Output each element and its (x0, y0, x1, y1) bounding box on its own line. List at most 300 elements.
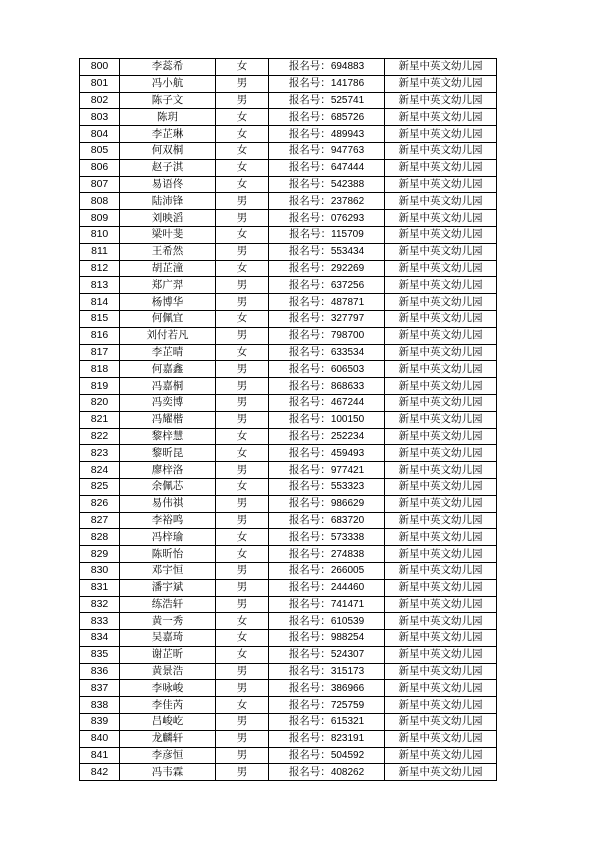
student-name: 潘宇斌 (120, 579, 216, 596)
registration-cell (269, 663, 385, 680)
registration-cell (269, 462, 385, 479)
student-name: 郑广羿 (120, 277, 216, 294)
registration-prefix: 报名号： (288, 413, 331, 426)
student-name: 黄景浩 (120, 663, 216, 680)
row-number: 802 (80, 92, 120, 109)
registration-prefix: 报名号： (288, 261, 331, 274)
kindergarten-name: 新星中英文幼儿园 (385, 193, 497, 210)
student-name: 易语佟 (120, 176, 216, 193)
registration-cell (269, 327, 385, 344)
table-row (80, 546, 497, 563)
kindergarten-name: 新星中英文幼儿园 (385, 310, 497, 327)
table-row (80, 579, 497, 596)
student-name: 王希然 (120, 243, 216, 260)
row-number: 811 (80, 243, 120, 260)
student-name: 李蕊希 (120, 59, 216, 76)
kindergarten-name: 新星中英文幼儿园 (385, 697, 497, 714)
row-number: 805 (80, 142, 120, 159)
registration-cell (269, 75, 385, 92)
registration-prefix: 报名号： (288, 77, 331, 90)
registration-number: 542388 (330, 178, 365, 190)
row-number: 817 (80, 344, 120, 361)
registration-prefix: 报名号： (288, 597, 331, 610)
registration-number: 633534 (330, 346, 365, 358)
registration-cell (269, 394, 385, 411)
student-name: 冯嘉桐 (120, 378, 216, 395)
student-gender: 男 (216, 327, 269, 344)
row-number: 832 (80, 596, 120, 613)
registration-prefix: 报名号： (288, 379, 331, 392)
kindergarten-name: 新星中英文幼儿园 (385, 394, 497, 411)
registration-number: 115709 (331, 229, 364, 241)
kindergarten-name: 新星中英文幼儿园 (385, 663, 497, 680)
registration-number: 386966 (330, 682, 365, 694)
row-number: 809 (80, 210, 120, 227)
student-gender: 女 (216, 428, 269, 445)
student-name: 黎梓慧 (120, 428, 216, 445)
student-gender: 女 (216, 445, 269, 462)
table-row (80, 310, 497, 327)
student-gender: 女 (216, 310, 269, 327)
registration-cell (269, 310, 385, 327)
kindergarten-name: 新星中英文幼儿园 (385, 126, 497, 143)
kindergarten-name: 新星中英文幼儿园 (385, 260, 497, 277)
student-gender: 男 (216, 75, 269, 92)
registration-cell (269, 646, 385, 663)
student-gender: 女 (216, 176, 269, 193)
table-row (80, 59, 497, 76)
roster-table (79, 58, 497, 781)
registration-number: 573338 (330, 531, 365, 543)
registration-cell (269, 764, 385, 781)
kindergarten-name: 新星中英文幼儿园 (385, 159, 497, 176)
table-row (80, 663, 497, 680)
table-row (80, 495, 497, 512)
student-gender: 男 (216, 210, 269, 227)
kindergarten-name: 新星中英文幼儿园 (385, 59, 497, 76)
table-row (80, 462, 497, 479)
registration-cell (269, 277, 385, 294)
registration-number: 683720 (330, 514, 365, 526)
registration-number: 977421 (330, 464, 365, 476)
registration-number: 741471 (330, 598, 365, 610)
kindergarten-name: 新星中英文幼儿园 (385, 546, 497, 563)
row-number: 810 (80, 226, 120, 243)
registration-prefix: 报名号： (288, 446, 331, 459)
student-gender: 女 (216, 344, 269, 361)
kindergarten-name: 新星中英文幼儿园 (385, 344, 497, 361)
registration-prefix: 报名号： (288, 295, 331, 308)
registration-number: 487871 (330, 296, 365, 308)
registration-number: 553323 (330, 481, 365, 493)
kindergarten-name: 新星中英文幼儿园 (385, 142, 497, 159)
table-row (80, 697, 497, 714)
kindergarten-name: 新星中英文幼儿园 (385, 92, 497, 109)
registration-number: 868633 (330, 380, 365, 392)
registration-number: 292269 (330, 262, 365, 274)
student-name: 廖梓洛 (120, 462, 216, 479)
registration-cell (269, 562, 385, 579)
table-row (80, 92, 497, 109)
student-name: 李咏峻 (120, 680, 216, 697)
row-number: 830 (80, 562, 120, 579)
student-name: 练浩轩 (120, 596, 216, 613)
row-number: 812 (80, 260, 120, 277)
registration-prefix: 报名号： (288, 278, 331, 291)
student-name: 龙麟轩 (120, 730, 216, 747)
registration-number: 315173 (330, 666, 365, 678)
registration-cell (269, 680, 385, 697)
table-row (80, 277, 497, 294)
student-gender: 男 (216, 562, 269, 579)
registration-prefix: 报名号： (288, 161, 331, 174)
registration-number: 489943 (330, 128, 365, 140)
registration-cell (269, 495, 385, 512)
student-gender: 女 (216, 546, 269, 563)
row-number: 841 (80, 747, 120, 764)
kindergarten-name: 新星中英文幼儿园 (385, 445, 497, 462)
student-gender: 男 (216, 243, 269, 260)
kindergarten-name: 新星中英文幼儿园 (385, 294, 497, 311)
student-name: 陈玥 (120, 109, 216, 126)
registration-prefix: 报名号： (288, 547, 331, 560)
student-gender: 女 (216, 529, 269, 546)
kindergarten-name: 新星中英文幼儿园 (385, 579, 497, 596)
student-name: 李芷晴 (120, 344, 216, 361)
table-row (80, 210, 497, 227)
row-number: 834 (80, 630, 120, 647)
row-number: 840 (80, 730, 120, 747)
student-gender: 男 (216, 92, 269, 109)
row-number: 839 (80, 714, 120, 731)
student-name: 何双桐 (120, 142, 216, 159)
row-number: 821 (80, 411, 120, 428)
kindergarten-name: 新星中英文幼儿园 (385, 613, 497, 630)
row-number: 808 (80, 193, 120, 210)
registration-number: 252234 (330, 430, 365, 442)
registration-number: 327797 (330, 313, 365, 325)
student-gender: 女 (216, 646, 269, 663)
student-name: 黎昕昆 (120, 445, 216, 462)
registration-prefix: 报名号： (288, 245, 331, 258)
table-row (80, 159, 497, 176)
registration-cell (269, 378, 385, 395)
student-gender: 男 (216, 663, 269, 680)
table-row (80, 478, 497, 495)
student-gender: 男 (216, 462, 269, 479)
registration-cell (269, 59, 385, 76)
student-gender: 女 (216, 260, 269, 277)
row-number: 820 (80, 394, 120, 411)
student-name: 余佩芯 (120, 478, 216, 495)
registration-prefix: 报名号： (288, 581, 331, 594)
registration-cell (269, 109, 385, 126)
registration-cell (269, 260, 385, 277)
registration-number: 141786 (330, 78, 365, 90)
registration-number: 986629 (330, 498, 365, 510)
kindergarten-name: 新星中英文幼儿园 (385, 764, 497, 781)
registration-prefix: 报名号： (288, 530, 331, 543)
row-number: 838 (80, 697, 120, 714)
student-gender: 男 (216, 394, 269, 411)
table-row (80, 378, 497, 395)
student-gender: 男 (216, 579, 269, 596)
registration-number: 408262 (330, 766, 365, 778)
student-gender: 女 (216, 126, 269, 143)
table-row (80, 680, 497, 697)
student-gender: 女 (216, 159, 269, 176)
student-gender: 男 (216, 764, 269, 781)
registration-number: 823191 (330, 733, 365, 745)
registration-cell (269, 243, 385, 260)
kindergarten-name: 新星中英文幼儿园 (385, 630, 497, 647)
kindergarten-name: 新星中英文幼儿园 (385, 327, 497, 344)
student-gender: 男 (216, 411, 269, 428)
registration-cell (269, 730, 385, 747)
registration-cell (269, 478, 385, 495)
student-gender: 女 (216, 630, 269, 647)
kindergarten-name: 新星中英文幼儿园 (385, 478, 497, 495)
registration-prefix: 报名号： (288, 194, 331, 207)
student-name: 刘映滔 (120, 210, 216, 227)
registration-cell (269, 361, 385, 378)
registration-prefix: 报名号： (288, 60, 331, 73)
registration-cell (269, 344, 385, 361)
table-row (80, 646, 497, 663)
table-row (80, 75, 497, 92)
registration-number: 615321 (330, 716, 365, 728)
registration-prefix: 报名号： (288, 681, 331, 694)
row-number: 826 (80, 495, 120, 512)
student-name: 冯奕博 (120, 394, 216, 411)
row-number: 823 (80, 445, 120, 462)
registration-cell (269, 411, 385, 428)
registration-number: 524307 (330, 649, 365, 661)
kindergarten-name: 新星中英文幼儿园 (385, 210, 497, 227)
table-row (80, 109, 497, 126)
kindergarten-name: 新星中英文幼儿园 (385, 109, 497, 126)
registration-number: 076293 (330, 212, 365, 224)
registration-prefix: 报名号： (288, 749, 331, 762)
kindergarten-name: 新星中英文幼儿园 (385, 428, 497, 445)
student-name: 李佳芮 (120, 697, 216, 714)
table-row (80, 142, 497, 159)
student-gender: 男 (216, 294, 269, 311)
registration-cell (269, 579, 385, 596)
registration-prefix: 报名号： (288, 345, 331, 358)
table-row (80, 596, 497, 613)
registration-prefix: 报名号： (288, 564, 331, 577)
registration-number: 647444 (330, 162, 365, 174)
registration-cell (269, 697, 385, 714)
row-number: 818 (80, 361, 120, 378)
student-name: 陈子文 (120, 92, 216, 109)
student-name: 梁叶斐 (120, 226, 216, 243)
row-number: 827 (80, 512, 120, 529)
student-gender: 男 (216, 361, 269, 378)
registration-number: 553434 (330, 246, 365, 258)
registration-prefix: 报名号： (288, 396, 331, 409)
table-row (80, 193, 497, 210)
registration-prefix: 报名号： (288, 110, 331, 123)
row-number: 806 (80, 159, 120, 176)
kindergarten-name: 新星中英文幼儿园 (385, 411, 497, 428)
student-name: 何佩宜 (120, 310, 216, 327)
registration-cell (269, 176, 385, 193)
registration-number: 798700 (330, 330, 365, 342)
student-name: 黄一秀 (120, 613, 216, 630)
row-number: 833 (80, 613, 120, 630)
student-gender: 女 (216, 226, 269, 243)
student-name: 冯梓瑜 (120, 529, 216, 546)
row-number: 800 (80, 59, 120, 76)
student-gender: 女 (216, 613, 269, 630)
registration-number: 725759 (330, 699, 365, 711)
registration-prefix: 报名号： (289, 228, 332, 241)
table-row (80, 764, 497, 781)
row-number: 814 (80, 294, 120, 311)
table-row (80, 445, 497, 462)
table-row (80, 243, 497, 260)
student-name: 刘付若凡 (120, 327, 216, 344)
table-row (80, 327, 497, 344)
registration-cell (269, 428, 385, 445)
kindergarten-name: 新星中英文幼儿园 (385, 495, 497, 512)
row-number: 825 (80, 478, 120, 495)
row-number: 828 (80, 529, 120, 546)
table-row (80, 428, 497, 445)
row-number: 824 (80, 462, 120, 479)
student-gender: 女 (216, 478, 269, 495)
registration-cell (269, 210, 385, 227)
registration-number: 459493 (330, 447, 365, 459)
kindergarten-name: 新星中英文幼儿园 (385, 75, 497, 92)
registration-cell (269, 596, 385, 613)
registration-number: 947763 (330, 145, 365, 157)
student-gender: 男 (216, 714, 269, 731)
row-number: 813 (80, 277, 120, 294)
registration-cell (269, 613, 385, 630)
table-row (80, 512, 497, 529)
table-row (80, 747, 497, 764)
registration-prefix: 报名号： (288, 429, 331, 442)
kindergarten-name: 新星中英文幼儿园 (385, 646, 497, 663)
student-name: 吴嘉琦 (120, 630, 216, 647)
registration-prefix: 报名号： (288, 362, 331, 375)
registration-number: 685726 (330, 111, 365, 123)
student-name: 冯韦霖 (120, 764, 216, 781)
student-name: 邓宇恒 (120, 562, 216, 579)
table-row (80, 226, 497, 243)
student-gender: 男 (216, 495, 269, 512)
table-row (80, 714, 497, 731)
kindergarten-name: 新星中英文幼儿园 (385, 243, 497, 260)
roster-body (80, 59, 497, 781)
kindergarten-name: 新星中英文幼儿园 (385, 730, 497, 747)
student-gender: 男 (216, 596, 269, 613)
registration-cell (269, 714, 385, 731)
registration-number: 694883 (330, 61, 365, 73)
student-gender: 男 (216, 747, 269, 764)
registration-number: 606503 (330, 363, 365, 375)
registration-prefix: 报名号： (288, 698, 331, 711)
registration-prefix: 报名号： (288, 614, 331, 627)
registration-cell (269, 529, 385, 546)
student-gender: 女 (216, 109, 269, 126)
registration-number: 525741 (330, 94, 365, 106)
student-name: 赵子淇 (120, 159, 216, 176)
registration-prefix: 报名号： (288, 144, 331, 157)
kindergarten-name: 新星中英文幼儿园 (385, 747, 497, 764)
kindergarten-name: 新星中英文幼儿园 (385, 680, 497, 697)
registration-cell (269, 294, 385, 311)
student-gender: 男 (216, 730, 269, 747)
registration-number: 988254 (330, 632, 365, 644)
row-number: 842 (80, 764, 120, 781)
student-name: 李裕鸣 (120, 512, 216, 529)
registration-prefix: 报名号： (288, 211, 331, 224)
student-name: 吕峻屹 (120, 714, 216, 731)
kindergarten-name: 新星中英文幼儿园 (385, 562, 497, 579)
table-row (80, 176, 497, 193)
registration-prefix: 报名号： (288, 732, 331, 745)
registration-prefix: 报名号： (288, 665, 331, 678)
table-row (80, 344, 497, 361)
student-gender: 男 (216, 680, 269, 697)
student-name: 胡芷潼 (120, 260, 216, 277)
table-row (80, 394, 497, 411)
registration-cell (269, 126, 385, 143)
registration-prefix: 报名号： (288, 765, 331, 778)
student-name: 李芷琳 (120, 126, 216, 143)
registration-number: 504592 (330, 750, 365, 762)
registration-prefix: 报名号： (288, 513, 331, 526)
student-name: 谢芷昕 (120, 646, 216, 663)
table-row (80, 529, 497, 546)
kindergarten-name: 新星中英文幼儿园 (385, 361, 497, 378)
registration-number: 244460 (330, 582, 365, 594)
registration-prefix: 报名号： (288, 715, 331, 728)
registration-prefix: 报名号： (288, 93, 331, 106)
registration-number: 266005 (330, 565, 365, 577)
registration-cell (269, 142, 385, 159)
table-row (80, 613, 497, 630)
registration-prefix: 报名号： (288, 329, 331, 342)
table-row (80, 630, 497, 647)
registration-cell (269, 92, 385, 109)
registration-prefix: 报名号： (288, 177, 331, 190)
table-row (80, 126, 497, 143)
registration-cell (269, 512, 385, 529)
student-name: 杨博华 (120, 294, 216, 311)
student-name: 陈昕怡 (120, 546, 216, 563)
table-row (80, 562, 497, 579)
row-number: 816 (80, 327, 120, 344)
registration-cell (269, 747, 385, 764)
kindergarten-name: 新星中英文幼儿园 (385, 378, 497, 395)
registration-cell (269, 193, 385, 210)
row-number: 819 (80, 378, 120, 395)
row-number: 801 (80, 75, 120, 92)
registration-prefix: 报名号： (288, 648, 331, 661)
registration-prefix: 报名号： (288, 480, 331, 493)
registration-cell (269, 445, 385, 462)
registration-cell (269, 226, 385, 243)
row-number: 815 (80, 310, 120, 327)
student-gender: 男 (216, 378, 269, 395)
kindergarten-name: 新星中英文幼儿园 (385, 596, 497, 613)
table-row (80, 260, 497, 277)
